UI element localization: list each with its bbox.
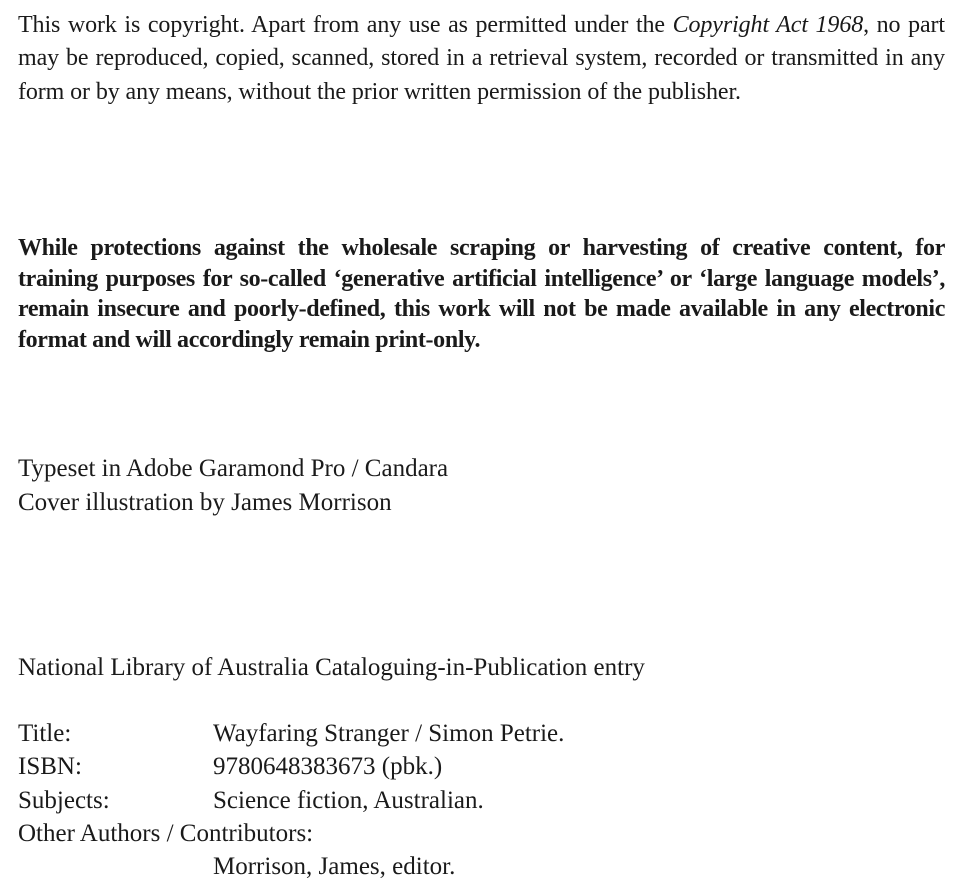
copyright-page (18, 0, 945, 887)
ai-training-notice: While protections against the wholesale scraping or harvesting of creative content, for training purposes for so-called ‘generative artificial intelligence’ or ‘large language models’, remain insecure and poorly-defined, this work will not be made available in any electronic format and will accordingly remain print-only. (18, 235, 945, 353)
copyright-text-before: This work is copyright. Apart from any use as permitted under the (18, 12, 673, 38)
cip-value: Morrison, James, editor. (213, 853, 456, 881)
cip-label: Subjects: (18, 786, 110, 814)
copyright-act-name: Copyright Act 1968 (672, 12, 864, 38)
cip-label: Title: (18, 720, 72, 747)
typeset-credit: Typeset in Adobe Garamond Pro / Candara (18, 455, 449, 482)
production-credits (18, 452, 448, 519)
cip-value: 9780648383673 (pbk.) (213, 753, 443, 781)
cip-heading: National Library of Australia Cataloguing-in-Publication entry (18, 654, 645, 681)
cip-label: ISBN: (18, 753, 82, 781)
cip-label: Other Authors / Contributors: (18, 819, 314, 847)
cip-value: Science fiction, Australian. (213, 786, 484, 814)
copyright-text-after: , no part may be reproduced, copied, scanned, stored in a retrieval system, recorded or transmitted in any form or by any means, without the prior written permission of the publisher. (18, 12, 945, 105)
copyright-notice (18, 9, 945, 109)
cover-credit: Cover illustration by James Morrison (18, 488, 392, 516)
cip-value: Wayfaring Stranger / Simon Petrie. (213, 720, 565, 747)
